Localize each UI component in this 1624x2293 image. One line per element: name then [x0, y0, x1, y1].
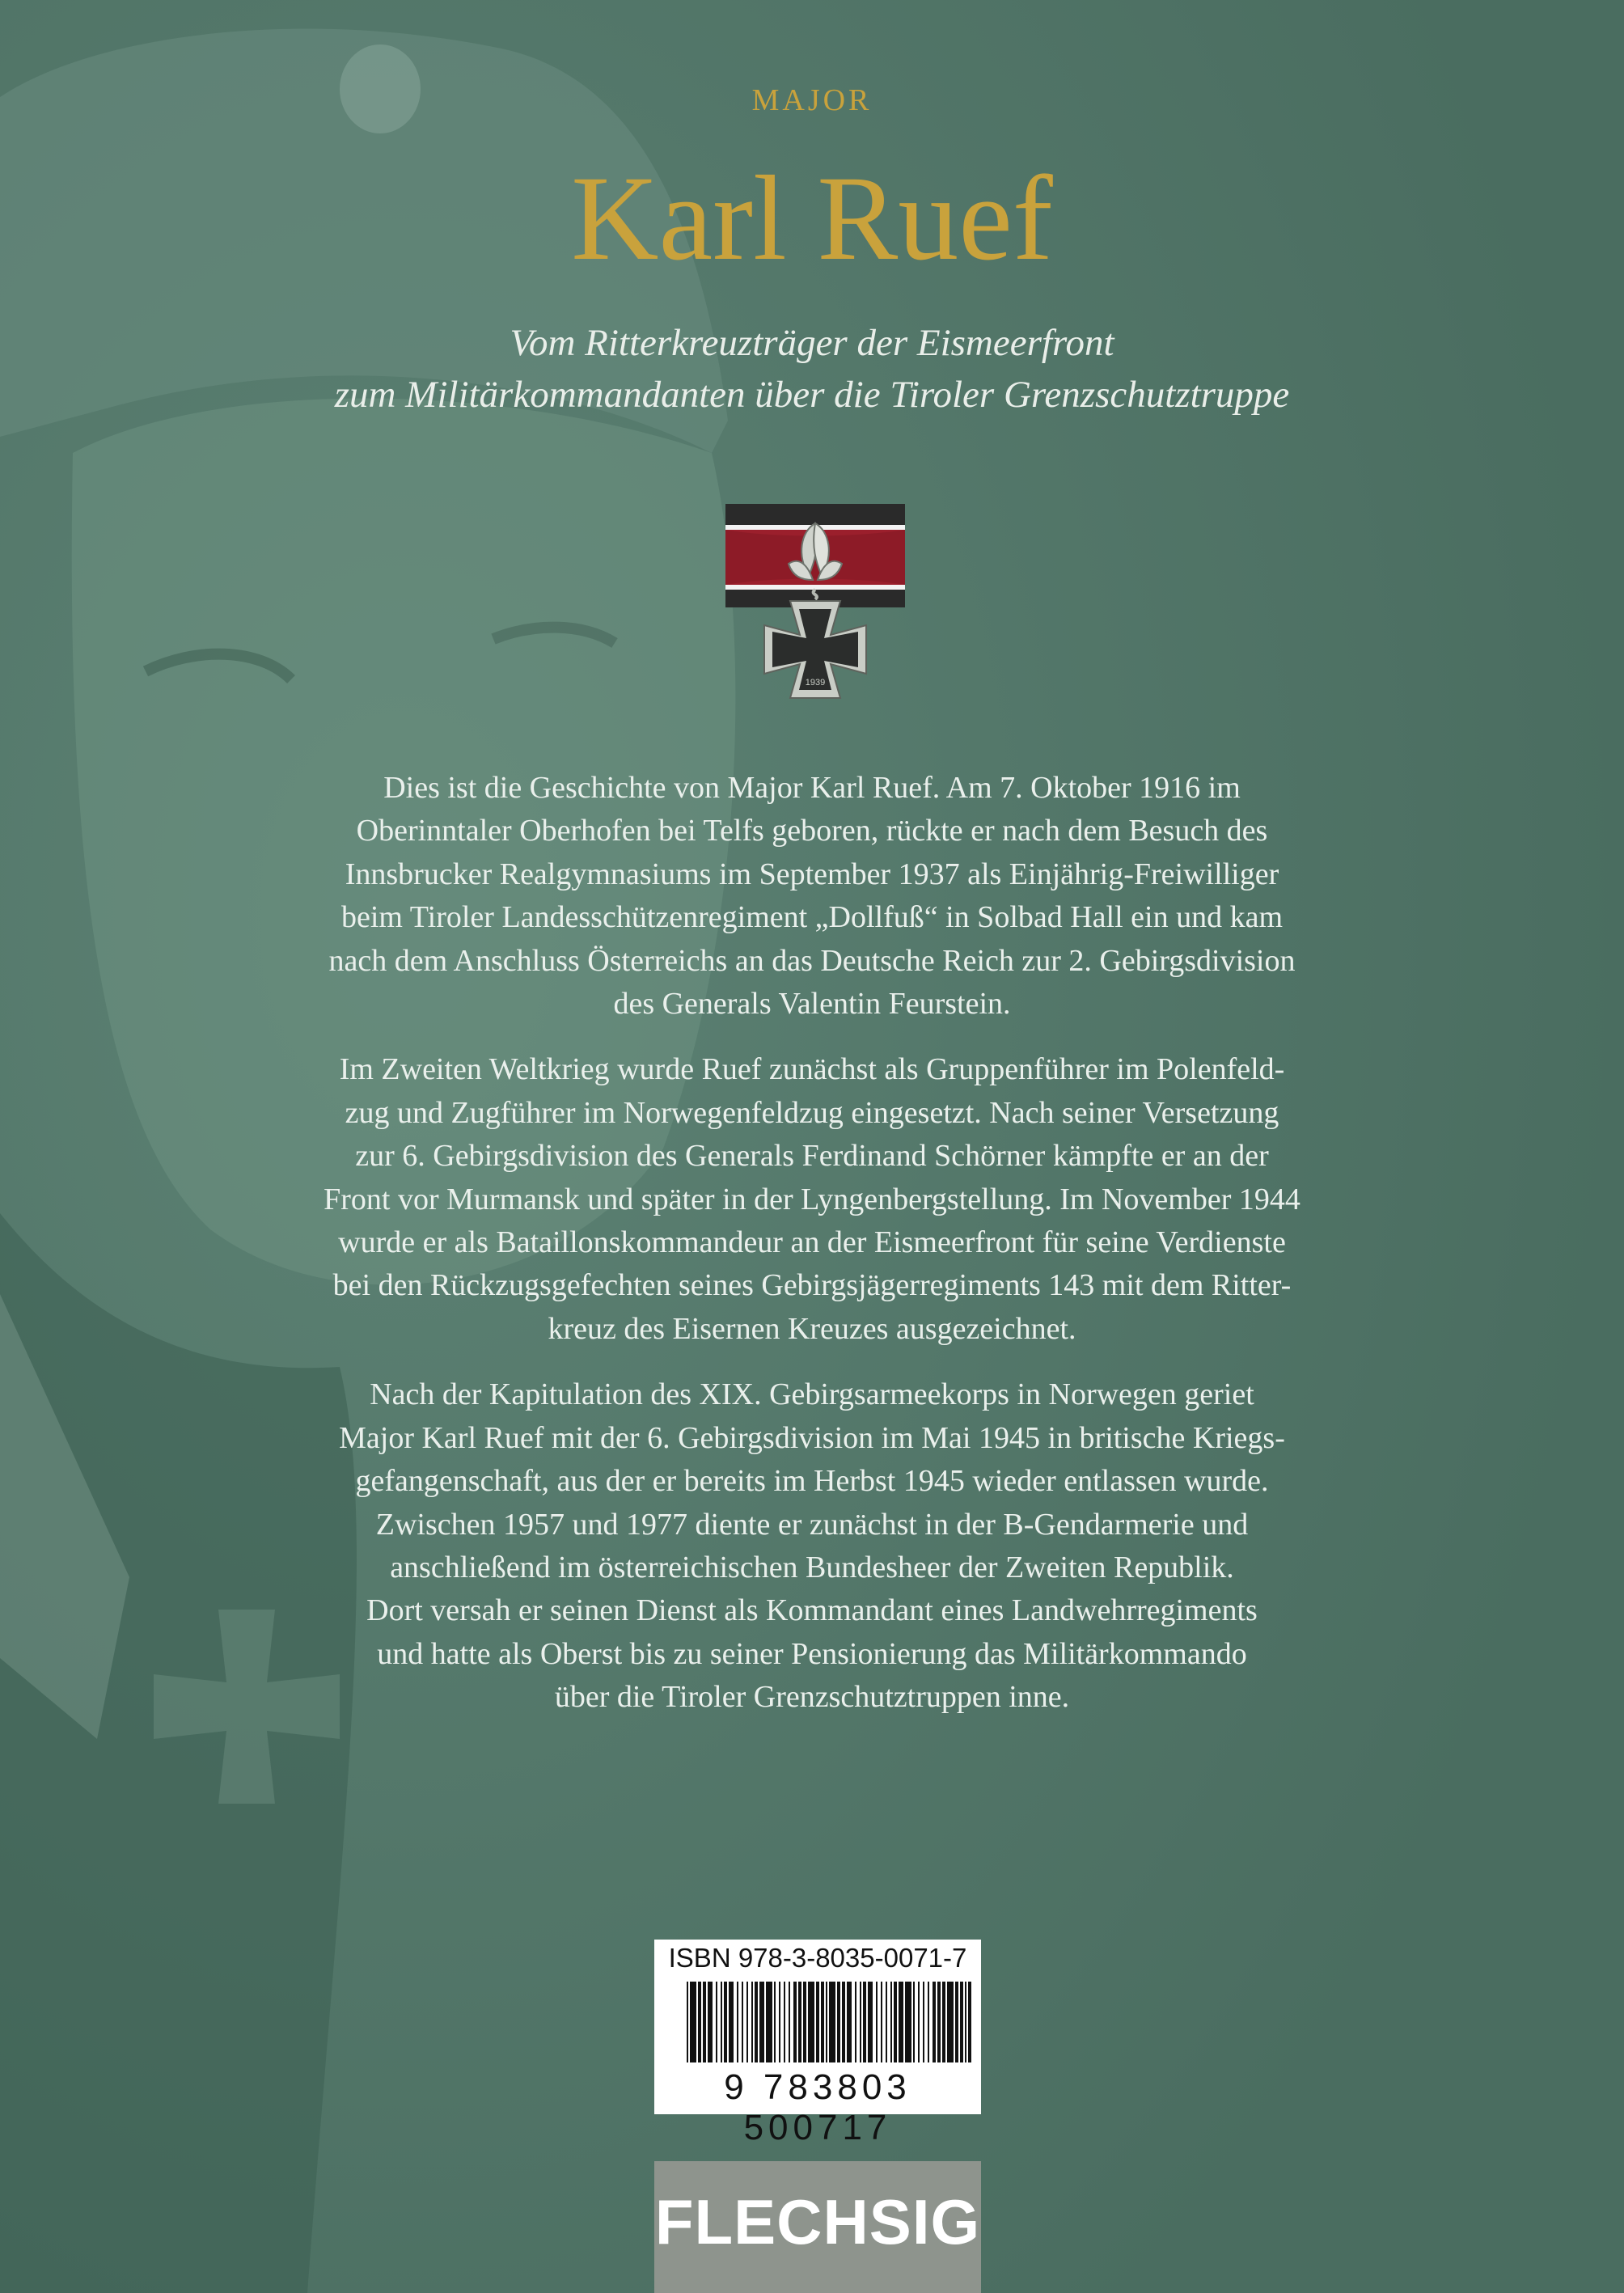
subtitle: [0, 317, 1624, 421]
barcode-bar: [708, 1982, 713, 2062]
text-line: Innsbrucker Realgymnasiums im September 1937 als Einjährig-Freiwilliger: [345, 857, 1279, 891]
barcode-bar: [774, 1982, 776, 2062]
barcode-bar: [751, 1982, 753, 2062]
barcode-bar: [826, 1982, 827, 2062]
text-line: anschließend im österreichischen Bundesheer der Zweiten Republik.: [390, 1550, 1234, 1584]
barcode-bar: [937, 1982, 941, 2062]
barcode-bar: [968, 1982, 971, 2062]
barcode-bar: [876, 1982, 878, 2062]
barcode-bar: [742, 1982, 743, 2062]
barcode-bar: [890, 1982, 892, 2062]
barcode-bar: [942, 1982, 945, 2062]
knights-cross-medal: [724, 499, 907, 703]
text-line: Major Karl Ruef mit der 6. Gebirgsdivision im Mai 1945 in britische Kriegs-: [339, 1420, 1285, 1455]
text-line: über die Tiroler Grenzschutztruppen inne.: [554, 1680, 1070, 1715]
ean-digits: 9 783803 500717: [724, 2067, 911, 2147]
barcode-bar: [746, 1982, 748, 2062]
barcode-bar: [766, 1982, 772, 2062]
paragraph: [267, 1048, 1357, 1351]
text-line: bei den Rückzugsgefechten seines Gebirgsjägerregiments 143 mit dem Ritter-: [332, 1268, 1292, 1303]
barcode-bar: [793, 1982, 797, 2062]
barcode-bar: [821, 1982, 824, 2062]
barcode-bar: [847, 1982, 852, 2062]
text-line: Zwischen 1957 und 1977 diente er zunächst in der B-Gendarmerie und: [375, 1507, 1249, 1542]
barcode-bar: [918, 1982, 920, 2062]
isbn-barcode: [654, 1940, 981, 2147]
text-line: Dies ist die Geschichte von Major Karl Ruef. Am 7. Oktober 1916 im: [383, 771, 1241, 805]
barcode-bar: [923, 1982, 924, 2062]
barcode-bar: [721, 1982, 722, 2062]
barcode-bar: [759, 1982, 764, 2062]
barcode-bar: [779, 1982, 780, 2062]
barcode-bar: [928, 1982, 929, 2062]
paragraph: [267, 1373, 1357, 1719]
barcode-bar: [965, 1982, 966, 2062]
publisher-logo: FLECHSIG: [654, 2161, 981, 2293]
barcode-bar: [789, 1982, 790, 2062]
barcode-bar: [947, 1982, 954, 2062]
text-line: zug und Zugführer im Norwegenfeldzug eingesetzt. Nach seiner Versetzung: [345, 1095, 1279, 1130]
text-line: des Generals Valentin Feurstein.: [613, 987, 1011, 1022]
text-line: beim Tiroler Landesschützenregiment „Dollfuß“ in Solbad Hall ein und kam: [340, 900, 1284, 935]
paragraph: [267, 767, 1357, 1026]
barcode-bar: [955, 1982, 958, 2062]
medal-year: 1939: [805, 678, 826, 687]
barcode-bar: [905, 1982, 911, 2062]
barcode-bar: [886, 1982, 887, 2062]
barcode-bar: [729, 1982, 734, 2062]
barcode-bar: [687, 1982, 688, 2062]
text-line: Dort versah er seinen Dienst als Kommandant eines Landwehrregiments: [366, 1593, 1258, 1628]
subtitle-line: Vom Ritterkreuzträger der Eismeerfront: [510, 322, 1114, 364]
barcode-bar: [798, 1982, 801, 2062]
barcode-bar: [868, 1982, 873, 2062]
barcode-bar: [784, 1982, 785, 2062]
barcode-bar: [913, 1982, 915, 2062]
barcode-bars: [654, 1980, 981, 2077]
isbn-label: ISBN 978-3-8035-0071-7: [668, 1943, 967, 1973]
text-line: zur 6. Gebirgsdivision des Generals Ferdinand Schörner kämpfte er an der: [355, 1139, 1269, 1174]
text-line: kreuz des Eisernen Kreuzes ausgezeichnet.: [548, 1311, 1076, 1346]
text-line: wurde er als Bataillonskommandeur an der Eismeerfront für seine Verdienste: [338, 1225, 1286, 1260]
barcode-bar: [737, 1982, 738, 2062]
person-name-title: Karl Ruef: [571, 151, 1053, 286]
text-line: Front vor Murmansk und später in der Lyngenbergstellung. Im November 1944: [324, 1182, 1300, 1216]
barcode-bar: [808, 1982, 814, 2062]
barcode-bar: [842, 1982, 845, 2062]
barcode-bar: [803, 1982, 806, 2062]
text-line: Oberinntaler Oberhofen bei Telfs geboren, rückte er nach dem Besuch des: [356, 814, 1268, 848]
barcode-bar: [690, 1982, 696, 2062]
barcode-bar: [716, 1982, 717, 2062]
barcode-bar: [703, 1982, 706, 2062]
barcode-bar: [860, 1982, 861, 2062]
barcode-bar: [899, 1982, 903, 2062]
barcode-bar: [855, 1982, 856, 2062]
barcode-bar: [837, 1982, 840, 2062]
text-line: gefangenschaft, aus der er bereits im Herbst 1945 wieder entlassen wurde.: [355, 1464, 1269, 1499]
barcode-bar: [933, 1982, 936, 2062]
barcode-bar: [881, 1982, 882, 2062]
blurb: [267, 767, 1357, 1742]
barcode-bar: [863, 1982, 866, 2062]
barcode-bar: [698, 1982, 701, 2062]
barcode-bar: [816, 1982, 819, 2062]
barcode-bar: [755, 1982, 758, 2062]
barcode-bar: [724, 1982, 727, 2062]
text-line: Nach der Kapitulation des XIX. Gebirgsarmeekorps in Norwegen geriet: [370, 1377, 1254, 1412]
text-line: Im Zweiten Weltkrieg wurde Ruef zunächst als Gruppenführer im Polenfeld-: [339, 1052, 1285, 1087]
barcode-bar: [894, 1982, 897, 2062]
text-line: nach dem Anschluss Österreichs an das Deutsche Reich zur 2. Gebirgsdivision: [328, 943, 1296, 978]
barcode-bar: [829, 1982, 835, 2062]
rank-label: MAJOR: [751, 83, 873, 117]
barcode-bar: [960, 1982, 963, 2062]
subtitle-line: zum Militärkommandanten über die Tiroler Grenzschutztruppe: [334, 374, 1290, 416]
text-line: und hatte als Oberst bis zu seiner Pensionierung das Militärkommando: [377, 1636, 1247, 1671]
